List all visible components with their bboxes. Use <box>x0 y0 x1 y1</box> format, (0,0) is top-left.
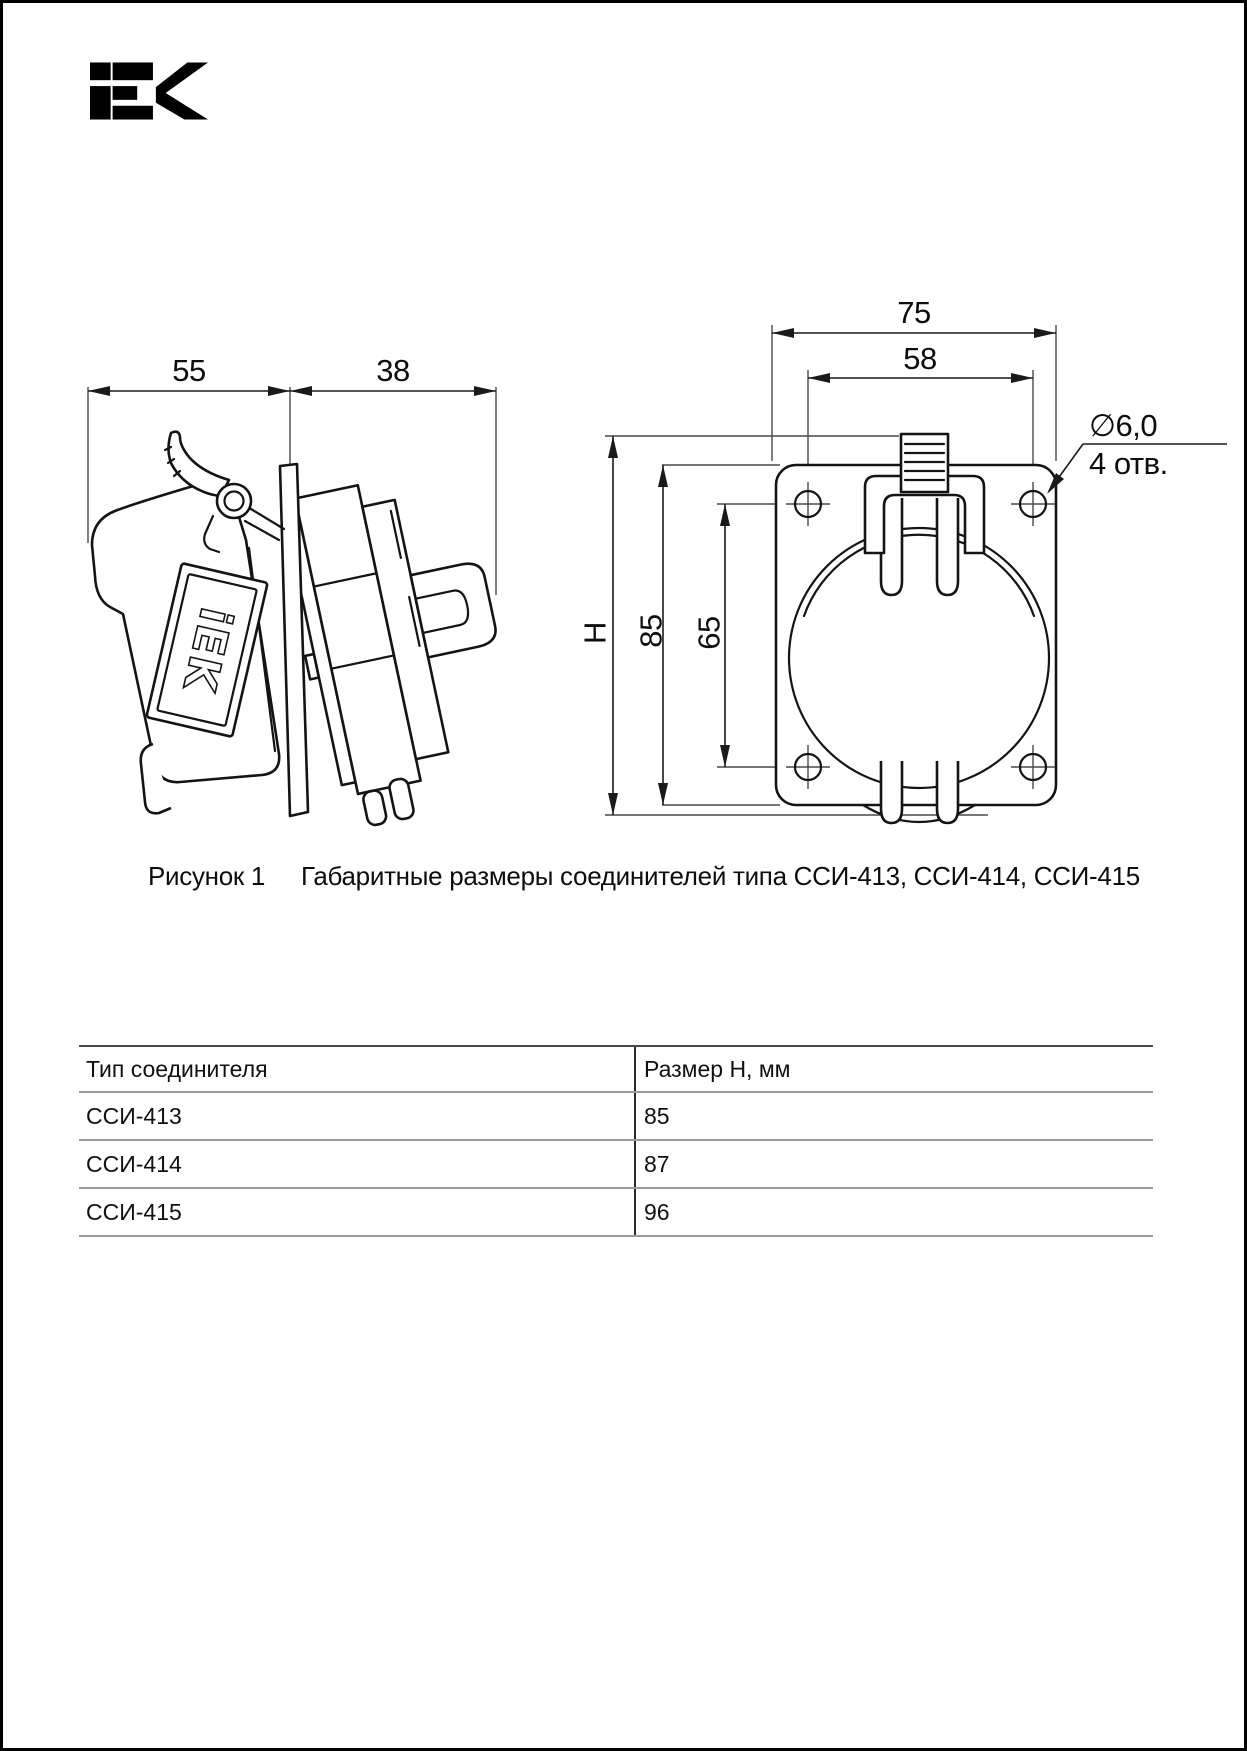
dim-38-label: 38 <box>376 353 410 388</box>
front-view-plate <box>776 465 1056 805</box>
dim-55-group <box>88 353 290 396</box>
dim-65-label: 65 <box>691 616 727 650</box>
diameter-note-value: ∅6,0 <box>1089 408 1158 443</box>
dim-85-label: 85 <box>633 614 669 648</box>
size-h-cell: 87 <box>644 1150 670 1177</box>
dim-75-group <box>772 295 1056 338</box>
side-view-drawing <box>88 353 530 832</box>
dim-H-label: H <box>577 622 613 644</box>
dim-58-label: 58 <box>903 341 937 376</box>
figure-caption-label: Рисунок 1 <box>148 861 266 891</box>
dim-65-group <box>692 504 731 767</box>
cable-entry-stub <box>411 560 499 657</box>
size-h-cell: 85 <box>644 1102 670 1129</box>
table-header-row <box>79 1047 1153 1093</box>
dim-55-label: 55 <box>172 353 206 388</box>
table-row <box>79 1093 1153 1141</box>
side-view-rear-body <box>273 463 531 832</box>
dim-38-group <box>290 353 496 396</box>
diameter-note <box>1047 408 1227 494</box>
dim-H-group <box>578 436 619 815</box>
front-view-drawing <box>578 295 1228 823</box>
table-row <box>79 1189 1153 1237</box>
figure-caption <box>148 861 1140 892</box>
table-header-type: Тип соединителя <box>79 1047 636 1091</box>
connector-type-cell: ССИ-414 <box>79 1141 636 1187</box>
side-view-logo-text: iEK <box>172 602 242 698</box>
diameter-note-count: 4 отв. <box>1089 446 1168 481</box>
figure-drawing <box>3 3 1247 883</box>
figure-caption-text: Габаритные размеры соединителей типа ССИ-413, ССИ-414, ССИ-415 <box>301 861 1140 891</box>
connector-type-cell: ССИ-415 <box>79 1189 636 1235</box>
hinge-pin <box>217 484 251 518</box>
dim-58-group <box>808 341 1033 383</box>
size-h-cell: 96 <box>644 1198 670 1225</box>
dimension-table <box>79 1045 1153 1237</box>
latch-claw <box>169 432 230 496</box>
table-header-size: Размер Н, мм <box>644 1055 791 1082</box>
table-row <box>79 1141 1153 1189</box>
dim-75-label: 75 <box>897 295 931 330</box>
dim-85-group <box>634 465 669 805</box>
connector-type-cell: ССИ-413 <box>79 1093 636 1139</box>
